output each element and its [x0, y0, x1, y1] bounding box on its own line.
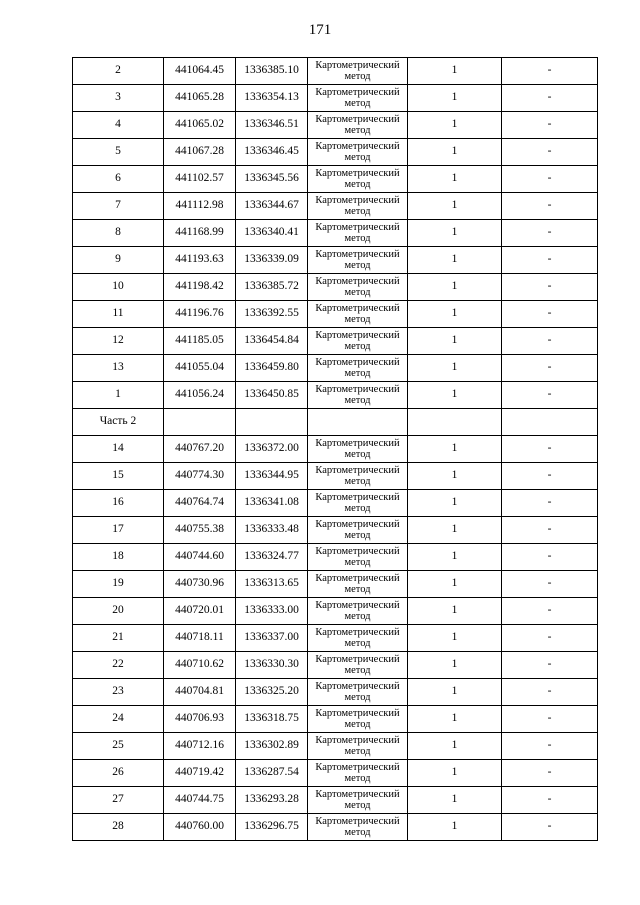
y-coordinate-cell: 1336385.72: [236, 274, 308, 301]
x-coordinate-cell: 441065.02: [164, 112, 236, 139]
method-line1: Картометрический: [315, 141, 400, 152]
method-line1: Картометрический: [315, 546, 400, 557]
page-number: 171: [308, 22, 332, 38]
note-cell: -: [502, 382, 598, 409]
note-cell: -: [502, 625, 598, 652]
table-row: [73, 571, 598, 598]
method-cell: [308, 328, 408, 355]
method-cell: [308, 625, 408, 652]
coordinates-table: [72, 57, 598, 841]
x-coordinate-cell: 440720.01: [164, 598, 236, 625]
point-number-cell: 8: [73, 220, 164, 247]
x-coordinate-cell: 441198.42: [164, 274, 236, 301]
y-coordinate-cell: 1336450.85: [236, 382, 308, 409]
method-line2: метод: [344, 746, 371, 757]
y-coordinate-cell: 1336287.54: [236, 760, 308, 787]
method-cell: [308, 274, 408, 301]
point-number-cell: 19: [73, 571, 164, 598]
note-cell: -: [502, 490, 598, 517]
table-row: [73, 301, 598, 328]
table-row: [73, 652, 598, 679]
table-row: [73, 490, 598, 517]
method-cell: [308, 355, 408, 382]
method-line1: Картометрический: [315, 276, 400, 287]
method-cell: [308, 814, 408, 841]
table-row: [73, 355, 598, 382]
empty-cell: [236, 409, 308, 436]
accuracy-cell: 1: [408, 706, 502, 733]
method-cell: [308, 490, 408, 517]
point-number-cell: 3: [73, 85, 164, 112]
table-row: [73, 706, 598, 733]
table-row: [73, 328, 598, 355]
method-line2: метод: [344, 800, 371, 811]
method-cell: [308, 193, 408, 220]
x-coordinate-cell: 440767.20: [164, 436, 236, 463]
method-line1: Картометрический: [315, 330, 400, 341]
y-coordinate-cell: 1336339.09: [236, 247, 308, 274]
x-coordinate-cell: 441056.24: [164, 382, 236, 409]
accuracy-cell: 1: [408, 247, 502, 274]
note-cell: -: [502, 436, 598, 463]
x-coordinate-cell: 441102.57: [164, 166, 236, 193]
y-coordinate-cell: 1336392.55: [236, 301, 308, 328]
point-number-cell: 23: [73, 679, 164, 706]
method-line1: Картометрический: [315, 600, 400, 611]
method-cell: [308, 652, 408, 679]
method-cell: [308, 760, 408, 787]
accuracy-cell: 1: [408, 112, 502, 139]
table-row: [73, 733, 598, 760]
accuracy-cell: 1: [408, 814, 502, 841]
method-line1: Картометрический: [315, 708, 400, 719]
point-number-cell: 9: [73, 247, 164, 274]
accuracy-cell: 1: [408, 787, 502, 814]
table-row: [73, 760, 598, 787]
method-line2: метод: [344, 341, 371, 352]
y-coordinate-cell: 1336302.89: [236, 733, 308, 760]
point-number-cell: 20: [73, 598, 164, 625]
method-cell: [308, 85, 408, 112]
x-coordinate-cell: 441064.45: [164, 58, 236, 85]
table-row: [73, 112, 598, 139]
note-cell: -: [502, 274, 598, 301]
method-line1: Картометрический: [315, 735, 400, 746]
method-line1: Картометрический: [315, 357, 400, 368]
y-coordinate-cell: 1336459.80: [236, 355, 308, 382]
note-cell: -: [502, 733, 598, 760]
accuracy-cell: 1: [408, 490, 502, 517]
y-coordinate-cell: 1336325.20: [236, 679, 308, 706]
method-line1: Картометрический: [315, 573, 400, 584]
note-cell: -: [502, 679, 598, 706]
point-number-cell: 16: [73, 490, 164, 517]
method-line2: метод: [344, 827, 371, 838]
x-coordinate-cell: 440710.62: [164, 652, 236, 679]
method-line2: метод: [344, 260, 371, 271]
x-coordinate-cell: 440718.11: [164, 625, 236, 652]
y-coordinate-cell: 1336341.08: [236, 490, 308, 517]
method-cell: [308, 679, 408, 706]
note-cell: -: [502, 571, 598, 598]
method-cell: [308, 436, 408, 463]
y-coordinate-cell: 1336354.13: [236, 85, 308, 112]
method-line1: Картометрический: [315, 195, 400, 206]
x-coordinate-cell: 440719.42: [164, 760, 236, 787]
method-cell: [308, 517, 408, 544]
method-line1: Картометрический: [315, 816, 400, 827]
accuracy-cell: 1: [408, 355, 502, 382]
point-number-cell: 11: [73, 301, 164, 328]
accuracy-cell: 1: [408, 85, 502, 112]
point-number-cell: 12: [73, 328, 164, 355]
y-coordinate-cell: 1336324.77: [236, 544, 308, 571]
method-cell: [308, 166, 408, 193]
method-cell: [308, 301, 408, 328]
method-line1: Картометрический: [315, 168, 400, 179]
section-label: Часть 2: [73, 409, 164, 436]
point-number-cell: 18: [73, 544, 164, 571]
method-line2: метод: [344, 638, 371, 649]
method-cell: [308, 733, 408, 760]
accuracy-cell: 1: [408, 166, 502, 193]
table-row: [73, 463, 598, 490]
method-line2: метод: [344, 179, 371, 190]
y-coordinate-cell: 1336385.10: [236, 58, 308, 85]
note-cell: -: [502, 517, 598, 544]
method-line1: Картометрический: [315, 627, 400, 638]
method-cell: [308, 112, 408, 139]
y-coordinate-cell: 1336333.00: [236, 598, 308, 625]
point-number-cell: 7: [73, 193, 164, 220]
method-line2: метод: [344, 233, 371, 244]
accuracy-cell: 1: [408, 652, 502, 679]
note-cell: -: [502, 787, 598, 814]
point-number-cell: 27: [73, 787, 164, 814]
y-coordinate-cell: 1336296.75: [236, 814, 308, 841]
method-line1: Картометрический: [315, 87, 400, 98]
table-row: [73, 166, 598, 193]
method-line1: Картометрический: [315, 384, 400, 395]
x-coordinate-cell: 440704.81: [164, 679, 236, 706]
table-row: [73, 382, 598, 409]
table-row: [73, 85, 598, 112]
method-line1: Картометрический: [315, 762, 400, 773]
point-number-cell: 2: [73, 58, 164, 85]
accuracy-cell: 1: [408, 517, 502, 544]
point-number-cell: 5: [73, 139, 164, 166]
y-coordinate-cell: 1336372.00: [236, 436, 308, 463]
x-coordinate-cell: 441185.05: [164, 328, 236, 355]
accuracy-cell: 1: [408, 58, 502, 85]
method-line1: Картометрический: [315, 492, 400, 503]
table-row: [73, 544, 598, 571]
x-coordinate-cell: 441168.99: [164, 220, 236, 247]
accuracy-cell: 1: [408, 625, 502, 652]
point-number-cell: 21: [73, 625, 164, 652]
point-number-cell: 28: [73, 814, 164, 841]
table-row: [73, 193, 598, 220]
method-line1: Картометрический: [315, 681, 400, 692]
method-line2: метод: [344, 584, 371, 595]
table-row: [73, 274, 598, 301]
method-cell: [308, 598, 408, 625]
accuracy-cell: 1: [408, 436, 502, 463]
method-cell: [308, 544, 408, 571]
table-row: [73, 625, 598, 652]
method-cell: [308, 463, 408, 490]
x-coordinate-cell: 441112.98: [164, 193, 236, 220]
x-coordinate-cell: 440712.16: [164, 733, 236, 760]
table-row: [73, 787, 598, 814]
table-row: [73, 517, 598, 544]
method-line2: метод: [344, 503, 371, 514]
note-cell: -: [502, 652, 598, 679]
method-line2: метод: [344, 476, 371, 487]
point-number-cell: 17: [73, 517, 164, 544]
point-number-cell: 26: [73, 760, 164, 787]
point-number-cell: 22: [73, 652, 164, 679]
x-coordinate-cell: 440744.60: [164, 544, 236, 571]
note-cell: -: [502, 85, 598, 112]
empty-cell: [408, 409, 502, 436]
note-cell: -: [502, 193, 598, 220]
method-line1: Картометрический: [315, 60, 400, 71]
x-coordinate-cell: 440774.30: [164, 463, 236, 490]
method-line1: Картометрический: [315, 249, 400, 260]
y-coordinate-cell: 1336340.41: [236, 220, 308, 247]
note-cell: -: [502, 814, 598, 841]
x-coordinate-cell: 440764.74: [164, 490, 236, 517]
y-coordinate-cell: 1336313.65: [236, 571, 308, 598]
method-line2: метод: [344, 449, 371, 460]
method-cell: [308, 571, 408, 598]
method-line1: Картометрический: [315, 789, 400, 800]
method-line2: метод: [344, 287, 371, 298]
note-cell: -: [502, 247, 598, 274]
x-coordinate-cell: 440760.00: [164, 814, 236, 841]
empty-cell: [308, 409, 408, 436]
method-line2: метод: [344, 98, 371, 109]
note-cell: -: [502, 139, 598, 166]
table-row: [73, 247, 598, 274]
method-cell: [308, 220, 408, 247]
table-row: [73, 58, 598, 85]
y-coordinate-cell: 1336344.95: [236, 463, 308, 490]
accuracy-cell: 1: [408, 139, 502, 166]
note-cell: -: [502, 706, 598, 733]
method-line1: Картометрический: [315, 114, 400, 125]
point-number-cell: 14: [73, 436, 164, 463]
y-coordinate-cell: 1336293.28: [236, 787, 308, 814]
y-coordinate-cell: 1336454.84: [236, 328, 308, 355]
table-row: [73, 598, 598, 625]
point-number-cell: 15: [73, 463, 164, 490]
y-coordinate-cell: 1336346.45: [236, 139, 308, 166]
x-coordinate-cell: 441065.28: [164, 85, 236, 112]
y-coordinate-cell: 1336345.56: [236, 166, 308, 193]
table-row: [73, 139, 598, 166]
note-cell: -: [502, 166, 598, 193]
y-coordinate-cell: 1336337.00: [236, 625, 308, 652]
empty-cell: [502, 409, 598, 436]
method-line2: метод: [344, 395, 371, 406]
method-line2: метод: [344, 368, 371, 379]
x-coordinate-cell: 440744.75: [164, 787, 236, 814]
accuracy-cell: 1: [408, 598, 502, 625]
x-coordinate-cell: 441193.63: [164, 247, 236, 274]
x-coordinate-cell: 441196.76: [164, 301, 236, 328]
y-coordinate-cell: 1336346.51: [236, 112, 308, 139]
accuracy-cell: 1: [408, 301, 502, 328]
accuracy-cell: 1: [408, 571, 502, 598]
method-line2: метод: [344, 773, 371, 784]
accuracy-cell: 1: [408, 760, 502, 787]
method-cell: [308, 139, 408, 166]
accuracy-cell: 1: [408, 220, 502, 247]
method-line1: Картометрический: [315, 465, 400, 476]
point-number-cell: 25: [73, 733, 164, 760]
y-coordinate-cell: 1336344.67: [236, 193, 308, 220]
note-cell: -: [502, 328, 598, 355]
x-coordinate-cell: 441055.04: [164, 355, 236, 382]
method-line2: метод: [344, 557, 371, 568]
method-line1: Картометрический: [315, 222, 400, 233]
section-row: [73, 409, 598, 436]
method-line2: метод: [344, 314, 371, 325]
note-cell: -: [502, 544, 598, 571]
accuracy-cell: 1: [408, 193, 502, 220]
method-line2: метод: [344, 71, 371, 82]
x-coordinate-cell: 440706.93: [164, 706, 236, 733]
table-row: [73, 436, 598, 463]
method-line2: метод: [344, 665, 371, 676]
method-cell: [308, 787, 408, 814]
method-line2: метод: [344, 692, 371, 703]
accuracy-cell: 1: [408, 274, 502, 301]
note-cell: -: [502, 301, 598, 328]
method-line2: метод: [344, 611, 371, 622]
method-line2: метод: [344, 719, 371, 730]
method-cell: [308, 58, 408, 85]
coordinates-table-body: [73, 58, 598, 841]
y-coordinate-cell: 1336318.75: [236, 706, 308, 733]
note-cell: -: [502, 58, 598, 85]
method-line2: метод: [344, 530, 371, 541]
note-cell: -: [502, 220, 598, 247]
point-number-cell: 13: [73, 355, 164, 382]
method-line1: Картометрический: [315, 654, 400, 665]
point-number-cell: 6: [73, 166, 164, 193]
accuracy-cell: 1: [408, 679, 502, 706]
x-coordinate-cell: 441067.28: [164, 139, 236, 166]
note-cell: -: [502, 355, 598, 382]
accuracy-cell: 1: [408, 382, 502, 409]
point-number-cell: 24: [73, 706, 164, 733]
method-cell: [308, 382, 408, 409]
method-line1: Картометрический: [315, 303, 400, 314]
method-line1: Картометрический: [315, 519, 400, 530]
note-cell: -: [502, 463, 598, 490]
accuracy-cell: 1: [408, 733, 502, 760]
method-cell: [308, 706, 408, 733]
method-cell: [308, 247, 408, 274]
point-number-cell: 1: [73, 382, 164, 409]
x-coordinate-cell: 440755.38: [164, 517, 236, 544]
point-number-cell: 10: [73, 274, 164, 301]
table-row: [73, 220, 598, 247]
method-line2: метод: [344, 125, 371, 136]
accuracy-cell: 1: [408, 544, 502, 571]
note-cell: -: [502, 598, 598, 625]
y-coordinate-cell: 1336330.30: [236, 652, 308, 679]
method-line2: метод: [344, 152, 371, 163]
x-coordinate-cell: 440730.96: [164, 571, 236, 598]
accuracy-cell: 1: [408, 328, 502, 355]
note-cell: -: [502, 112, 598, 139]
point-number-cell: 4: [73, 112, 164, 139]
y-coordinate-cell: 1336333.48: [236, 517, 308, 544]
method-line1: Картометрический: [315, 438, 400, 449]
table-row: [73, 814, 598, 841]
empty-cell: [164, 409, 236, 436]
note-cell: -: [502, 760, 598, 787]
table-row: [73, 679, 598, 706]
accuracy-cell: 1: [408, 463, 502, 490]
method-line2: метод: [344, 206, 371, 217]
